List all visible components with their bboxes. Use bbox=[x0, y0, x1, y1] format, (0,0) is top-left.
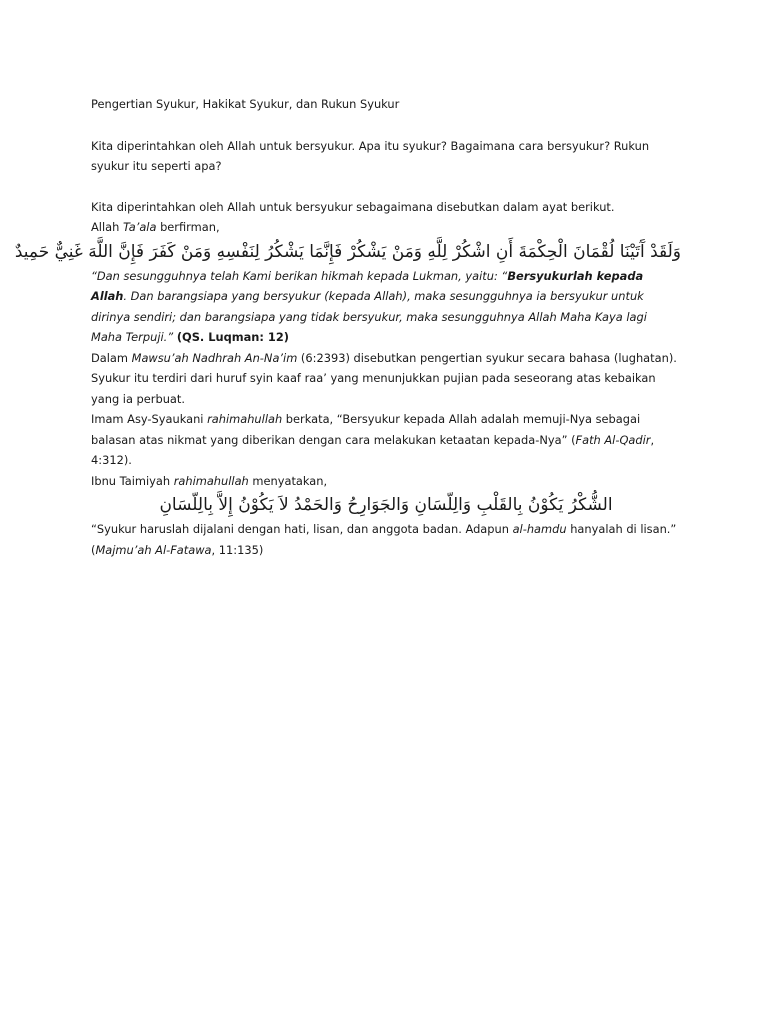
command-paragraph: Kita diperintahkan oleh Allah untuk bersyukur sebagaimana disebutkan dalam ayat berikut. bbox=[91, 199, 615, 214]
translation-part1: “Dan sesungguhnya telah Kami berikan hikmah kepada Lukman, yaitu: “ bbox=[91, 268, 508, 283]
allah-suffix: berfirman, bbox=[156, 220, 220, 234]
allah-line bbox=[91, 217, 681, 238]
allah-prefix: Allah bbox=[91, 220, 123, 234]
taala-term: Ta’ala bbox=[122, 220, 157, 234]
document-body bbox=[14, 94, 681, 560]
intro-paragraph: Kita diperintahkan oleh Allah untuk bersyukur. Apa itu syukur? Bagaimana cara bersyukur? Rukun syukur itu seperti apa? bbox=[91, 138, 650, 173]
dalam-book: Mawsu’ah Nadhrah An-Na’im bbox=[131, 350, 298, 365]
imam-prefix: Imam Asy-Syaukani bbox=[91, 412, 208, 426]
syukur-part2: hanyalah di lisan.” ( bbox=[91, 522, 677, 557]
imam-paragraph bbox=[91, 409, 681, 471]
dalam-paragraph bbox=[91, 348, 681, 410]
document-title: Pengertian Syukur, Hakikat Syukur, dan Rukun Syukur bbox=[91, 97, 400, 111]
hamdu-term: al-hamdu bbox=[512, 522, 567, 536]
translation-bold: Bersyukurlah kepada Allah bbox=[91, 268, 644, 303]
ibnu-line bbox=[91, 471, 681, 492]
dalam-rest: (6:2393) disebutkan pengertian syukur secara bahasa (lughatan). Syukur itu terdiri dari huruf syin kaaf raa’ yang menunjukkan pujian pada seseorang atas kebaikan yang ia perbuat. bbox=[91, 350, 677, 406]
syukur-book: Majmu’ah Al-Fatawa bbox=[95, 542, 212, 557]
imam-end: , 4:312). bbox=[91, 432, 655, 467]
syukur-end: , 11:135) bbox=[211, 542, 264, 557]
verse-translation bbox=[91, 266, 681, 348]
imam-book: Fath Al-Qadir bbox=[575, 432, 651, 447]
syukur-part1: “Syukur haruslah dijalani dengan hati, lisan, dan anggota badan. Adapun bbox=[91, 522, 513, 536]
translation-part2: . Dan barangsiapa yang bersyukur (kepada Allah), maka sesungguhnya ia bersyukur untuk dirinya sendiri; dan barangsiapa yang tidak bersyukur, maka sesungguhnya Allah Maha Kaya lagi Maha Terpuji bbox=[91, 289, 647, 344]
translation-part3: .” bbox=[163, 330, 177, 344]
dalam-prefix: Dalam bbox=[91, 350, 132, 365]
arabic-verse: وَلَقَدْ آَتَيْنَا لُقْمَانَ الْحِكْمَةَ أَنِ اشْكُرْ لِلَّهِ وَمَنْ يَشْكُرْ فَإِنَّمَا يَشْكُرُ لِنَفْسِهِ وَمَنْ كَفَرَ فَإِنَّ اللَّهَ غَنِيٌّ حَمِيدٌ bbox=[14, 241, 681, 262]
ibnu-rahim: rahimahullah bbox=[173, 473, 249, 488]
ibnu-suffix: menyatakan, bbox=[248, 473, 328, 488]
ibnu-prefix: Ibnu Taimiyah bbox=[91, 473, 174, 488]
verse-reference: (QS. Luqman: 12) bbox=[176, 330, 289, 344]
imam-quote: berkata, “Bersyukur kepada Allah adalah memuji-Nya sebagai balasan atas nikmat yang diberikan dengan cara melakukan ketaatan kepada-Nya” ( bbox=[91, 412, 641, 447]
arabic-quote: الشُّكْرُ يَكُوْنُ بِالقَلْبِ وَالِلّسَانِ وَالجَوَارِحُ وَالحَمْدُ لاَ يَكُوْنُ إِلاَّ بِالِلّسَانِ bbox=[159, 495, 613, 515]
imam-rahim: rahimahullah bbox=[207, 412, 283, 426]
syukur-paragraph bbox=[91, 519, 681, 560]
